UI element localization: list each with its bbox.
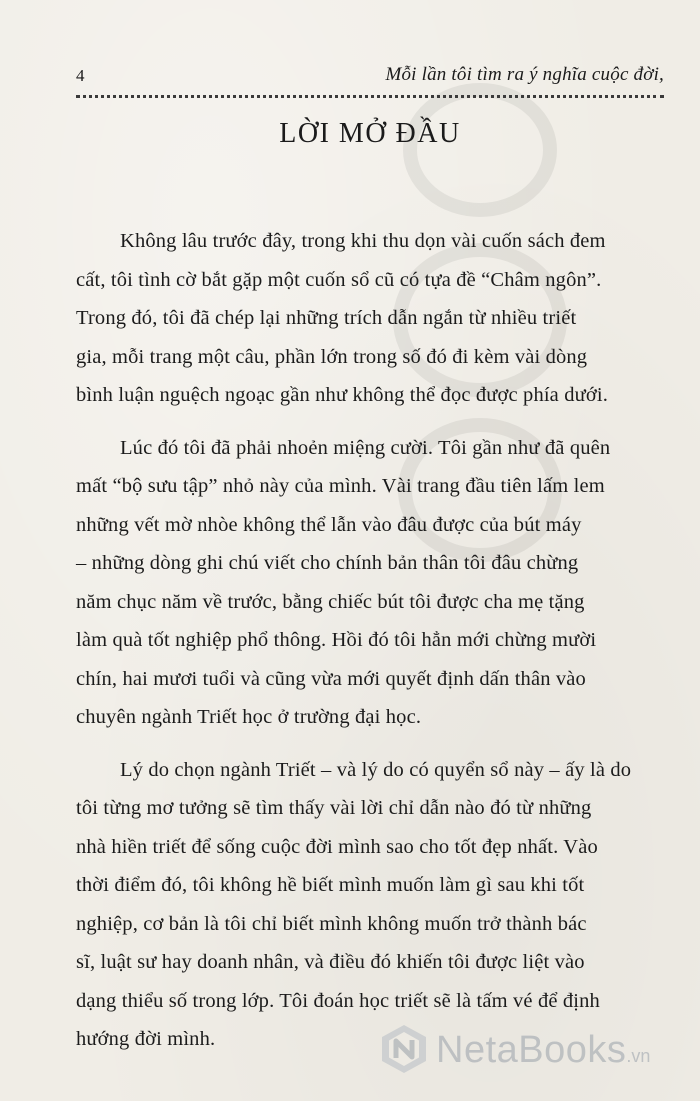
- netabooks-brand: [436, 1029, 650, 1072]
- text-line: Trong đó, tôi đã chép lại những trích dẫn ngắn từ nhiều triết: [76, 307, 577, 329]
- netabooks-logo-icon: [378, 1023, 430, 1075]
- text-line: nghiệp, cơ bản là tôi chỉ biết mình không muốn trở thành bác: [76, 912, 587, 935]
- page-number: 4: [76, 66, 85, 85]
- text-line: hướng đời mình.: [76, 1028, 216, 1050]
- paragraph-2: [76, 429, 690, 737]
- text-line: Lúc đó tôi đã phải nhoẻn miệng cười. Tôi gần như đã quên: [120, 436, 611, 459]
- body-text: [76, 222, 690, 1073]
- text-line: tôi từng mơ tưởng sẽ tìm thấy vài lời chỉ dẫn nào đó từ những: [76, 797, 592, 819]
- text-line: bình luận nguệch ngoạc gần như không thể đọc được phía dưới.: [76, 384, 608, 406]
- text-line: dạng thiểu số trong lớp. Tôi đoán học triết sẽ là tấm vé để định: [76, 989, 600, 1012]
- text-line: chuyên ngành Triết học ở trường đại học.: [76, 706, 422, 728]
- text-line: mất “bộ sưu tập” nhỏ này của mình. Vài trang đầu tiên lấm lem: [76, 475, 605, 497]
- text-line: chín, hai mươi tuổi và cũng vừa mới quyết định dấn thân vào: [76, 667, 586, 690]
- text-line: năm chục năm về trước, bằng chiếc bút tôi được cha mẹ tặng: [76, 590, 585, 613]
- text-line: cất, tôi tình cờ bắt gặp một cuốn sổ cũ có tựa đề “Châm ngôn”.: [76, 268, 602, 291]
- brand-name: NetaBooks: [436, 1029, 627, 1071]
- paragraph-3: [76, 751, 690, 1059]
- running-title: Mỗi lần tôi tìm ra ý nghĩa cuộc đời,: [385, 64, 664, 85]
- netabooks-watermark: [378, 1023, 688, 1079]
- text-line: thời điểm đó, tôi không hề biết mình muốn làm gì sau khi tốt: [76, 874, 585, 896]
- text-line: Lý do chọn ngành Triết – và lý do có quyển sổ này – ấy là do: [120, 758, 632, 781]
- text-line: Không lâu trước đây, trong khi thu dọn vài cuốn sách đem: [120, 230, 606, 252]
- text-line: – những dòng ghi chú viết cho chính bản thân tôi đâu chừng: [76, 552, 579, 574]
- text-line: những vết mờ nhòe không thể lẫn vào đâu được của bút máy: [76, 513, 582, 536]
- header-dotted-rule: [76, 95, 664, 98]
- brand-suffix: .vn: [626, 1046, 651, 1066]
- running-header: [76, 62, 664, 90]
- chapter-title: LỜI MỞ ĐẦU: [279, 118, 461, 149]
- text-line: sĩ, luật sư hay doanh nhân, và điều đó khiến tôi được liệt vào: [76, 951, 585, 973]
- text-line: làm quà tốt nghiệp phổ thông. Hồi đó tôi hẳn mới chừng mười: [76, 629, 597, 651]
- paragraph-1: [76, 222, 690, 415]
- text-line: nhà hiền triết để sống cuộc đời mình sao cho tốt đẹp nhất. Vào: [76, 835, 598, 858]
- text-line: gia, mỗi trang một câu, phần lớn trong số đó đi kèm vài dòng: [76, 345, 588, 368]
